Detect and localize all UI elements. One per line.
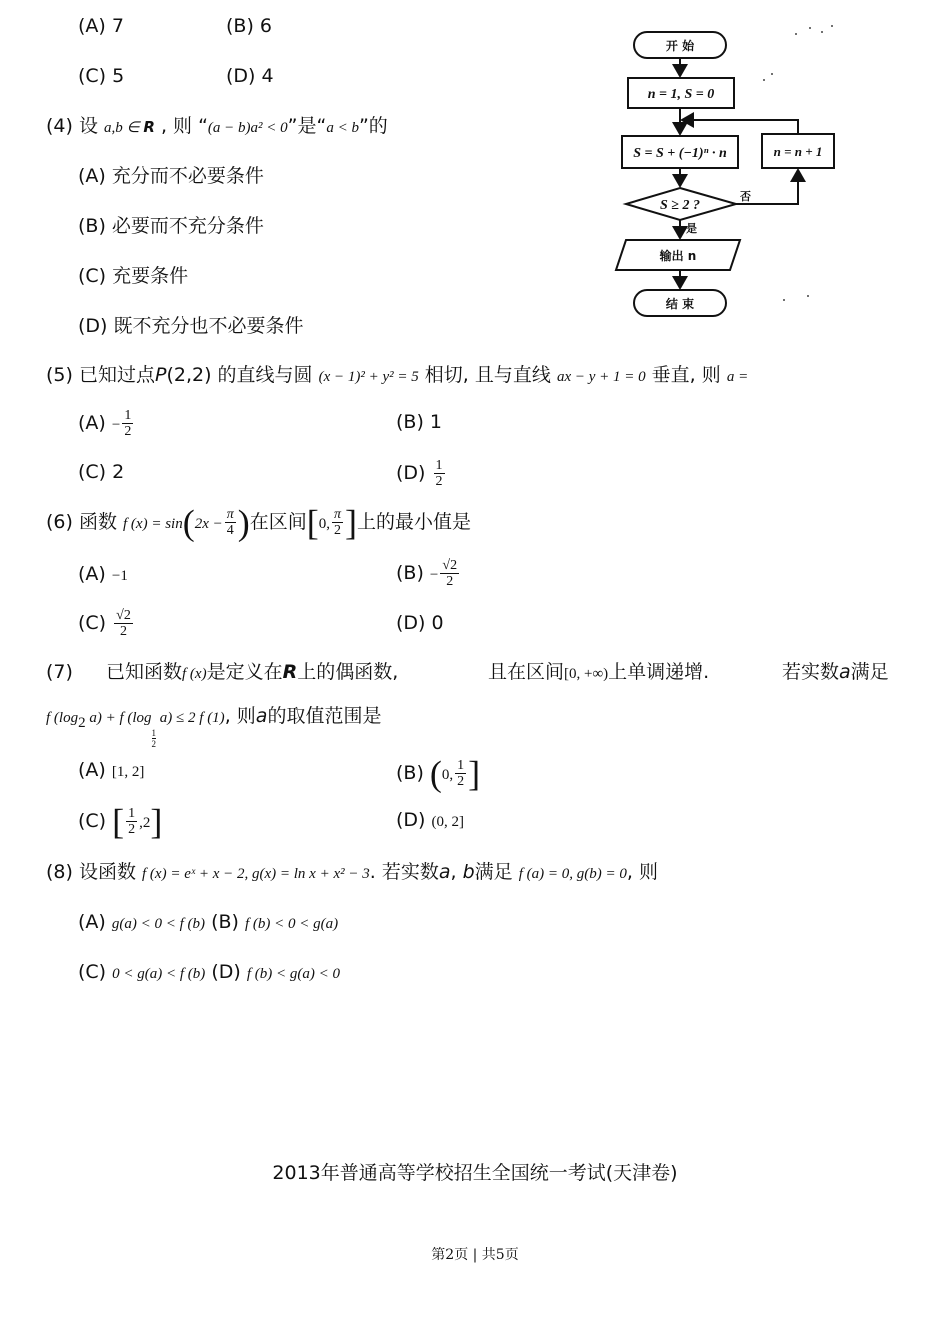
q7-text-8: , 则 [224,705,256,727]
q6-option-c-label: (C) [78,612,107,634]
q6-option-d: (D) 0 [396,612,444,634]
q6-option-a-label: (A) [78,563,106,585]
q7-cond-3: a) ≤ 2 f (1) [156,710,225,726]
q4-option-c: (C) 充要条件 [78,265,189,287]
denominator: 2 [151,739,157,749]
q3-option-d: (D) 4 [226,65,274,87]
q5-point-p: P [154,364,167,386]
flow-increment-label: n = n + 1 [773,144,823,159]
q7-option-a [78,758,144,784]
q6-pi-over-2 [332,507,343,538]
q4-vars: a,b ∈ [104,120,144,136]
q6-option-c-fraction [114,608,133,639]
q7-option-c-label: (C) [78,810,107,832]
q7-var-a: a [839,661,851,683]
q5-option-a [78,408,135,439]
q8-options-row-1 [78,910,338,936]
q4-real-set: R [143,118,155,136]
q7-cond-2: a) + f (log [85,710,152,726]
q7-real-set: R [282,661,298,683]
scan-specks [763,25,833,301]
q5-a: a = [726,369,749,385]
q8-text-4: , 则 [626,861,658,883]
q5-text-3: 相切, 且与直线 [424,364,551,386]
q5-option-b: (B) 1 [396,411,442,433]
q5-line-eq: ax − y + 1 = 0 [556,369,646,385]
q8-var-a: a [438,861,451,883]
denominator: 2 [435,474,443,489]
q4-expr-2: a < b [326,120,359,136]
q7-var-a-2: a [255,705,268,727]
q6-pi-over-4 [225,507,236,538]
q7-log-base-2: 2 [78,714,86,731]
q6-option-b-fraction [440,558,459,589]
q7-text-7: 满足 [850,661,889,683]
q6-option-b-sign: − [429,567,439,583]
q6-text-2: 在区间 [249,511,307,533]
flow-no-label: 否 [740,190,751,203]
q6-option-c [78,608,135,639]
flow-output-label: 输出 n [659,249,697,263]
q7-text-4: 且在区间 [488,661,565,683]
q4-option-d: (D) 既不充分也不必要条件 [78,315,304,337]
q8-option-b-value: f (b) < 0 < g(a) [245,916,339,932]
q4-text-3: ”的 [358,115,388,137]
q7-stem-line-2 [46,704,381,749]
q8-option-b-label: (B) [211,911,239,933]
q4-text-1: , 则 “ [160,115,208,137]
q7-option-a-label: (A) [78,759,106,781]
q7-cond-1: f (log [46,710,79,726]
numerator: 1 [151,728,157,738]
q8-text-2: . 若实数 [369,861,439,883]
q5-option-d-label: (D) [396,462,426,484]
q6-inner-arg: 2x − [194,516,223,532]
q6-text-3: 上的最小值是 [357,511,472,533]
q4-option-a: (A) 充分而不必要条件 [78,165,264,187]
numerator: √2 [116,608,131,623]
q7-stem-line-1b [488,660,709,686]
q8-var-b: b [462,861,475,883]
q7-option-b-start: 0, [441,767,454,783]
q8-option-c-value: 0 < g(a) < f (b) [112,966,206,982]
denominator: 2 [119,624,127,639]
numerator: 1 [457,758,465,773]
q5-stem [46,363,748,389]
q8-option-d-value: f (b) < g(a) < 0 [246,966,341,982]
denominator: 2 [124,424,132,439]
q7-text-5: 上单调递增. [608,661,710,683]
q8-text-1: (8) 设函数 [46,861,136,883]
numerator: 1 [124,408,132,423]
q7-text-1: 已知函数 [106,661,183,683]
q6-option-a-value: −1 [111,568,128,584]
q5-text-1: (5) 已知过点 [46,364,155,386]
q4-number: (4) 设 [46,115,98,137]
q6-option-a [78,562,128,588]
q7-option-d-label: (D) [396,809,426,831]
q8-option-a-label: (A) [78,911,106,933]
numerator: π [226,507,234,522]
q7-text-9: 的取值范围是 [267,705,382,727]
flow-end-label: 结 束 [665,297,695,311]
q8-condition: f (a) = 0, g(b) = 0 [518,866,627,882]
q6-stem: (6) 函数 f (x) = sin(2x − $\frac{\pi}{4}$ )在区间[0, $\frac{\pi}{2}$ ]上的最小值是 [46,502,472,543]
exam-title: 2013年普通高等学校招生全国统一考试(天津卷) [272,1162,678,1184]
q6-option-b-label: (B) [396,562,424,584]
q7-fx: f (x) [182,666,207,682]
q8-stem [46,860,658,886]
q7-stem-line-1c [782,660,889,684]
q7-log-base-half [152,728,157,749]
q4-text-2: ”是“ [287,115,327,137]
q8-options-row-2 [78,960,340,986]
q7-option-c-end: ,2 [139,815,151,831]
numerator: 1 [435,458,443,473]
q4-expr-1: (a − b)a² < 0 [207,120,288,136]
q7-text-6: 若实数 [782,661,840,683]
q7-interval: [0, +∞) [564,666,609,682]
q5-option-d-fraction [434,458,445,489]
flow-condition-label: S ≥ 2 ? [660,198,700,213]
q7-option-a-value: [1, 2] [111,764,145,780]
denominator: 4 [226,523,234,538]
q8-option-d-label: (D) [211,961,241,983]
q5-option-a-sign: − [111,417,121,433]
flow-update-label: S = S + (−1)ⁿ · n [633,146,727,161]
q7-option-d [396,808,464,834]
numerator: 1 [128,806,136,821]
q3-option-a: (A) 7 [78,15,124,37]
q4-stem [46,114,388,140]
q6-interval-start: 0, [318,516,331,532]
q5-text-2: (2,2) 的直线与圆 [166,364,313,386]
flow-init-label: n = 1, S = 0 [647,87,715,102]
denominator: 2 [446,574,454,589]
q3-option-c: (C) 5 [78,65,125,87]
q7-option-b-label: (B) [396,762,424,784]
q8-text-3: 满足 [474,861,513,883]
q6-text-1: (6) 函数 [46,511,117,533]
flowchart [612,22,852,322]
q5-option-a-fraction [122,408,133,439]
page-number: 第2页 | 共5页 [431,1247,519,1263]
denominator: 2 [457,774,465,789]
numerator: √2 [442,558,458,573]
q7-text-3: 上的偶函数, [297,661,399,683]
q8-comma: , [450,861,463,883]
q6-option-b [396,558,461,589]
q7-option-b-fraction [455,758,466,789]
numerator: π [334,507,342,522]
q7-stem-line-1 [106,660,398,686]
q7-text-2: 是定义在 [206,661,283,683]
denominator: 2 [128,822,136,837]
q8-option-c-label: (C) [78,961,107,983]
q5-circle-eq: (x − 1)² + y² = 5 [318,369,419,385]
q5-option-a-label: (A) [78,412,106,434]
q6-function: f (x) = sin [123,516,183,532]
q5-option-d [396,458,447,489]
denominator: 2 [334,523,342,538]
q7-option-c-fraction [126,806,137,837]
q3-option-b: (B) 6 [226,15,272,37]
q7-option-c: (C) [ $\frac{1}{2}$ ,2] [78,801,163,842]
q7-option-b: (B) (0, $\frac{1}{2}$ ] [396,753,481,794]
q7-option-d-value: (0, 2] [431,814,465,830]
flow-yes-label: 是 [686,222,697,235]
q5-option-c: (C) 2 [78,461,125,483]
flow-start-label: 开 始 [665,39,695,53]
q7-number: (7) [46,661,73,683]
q4-option-b: (B) 必要而不充分条件 [78,215,264,237]
q5-text-4: 垂直, 则 [651,364,721,386]
q8-functions: f (x) = eˣ + x − 2, g(x) = ln x + x² − 3 [142,866,370,882]
q8-option-a-value: g(a) < 0 < f (b) [111,916,206,932]
